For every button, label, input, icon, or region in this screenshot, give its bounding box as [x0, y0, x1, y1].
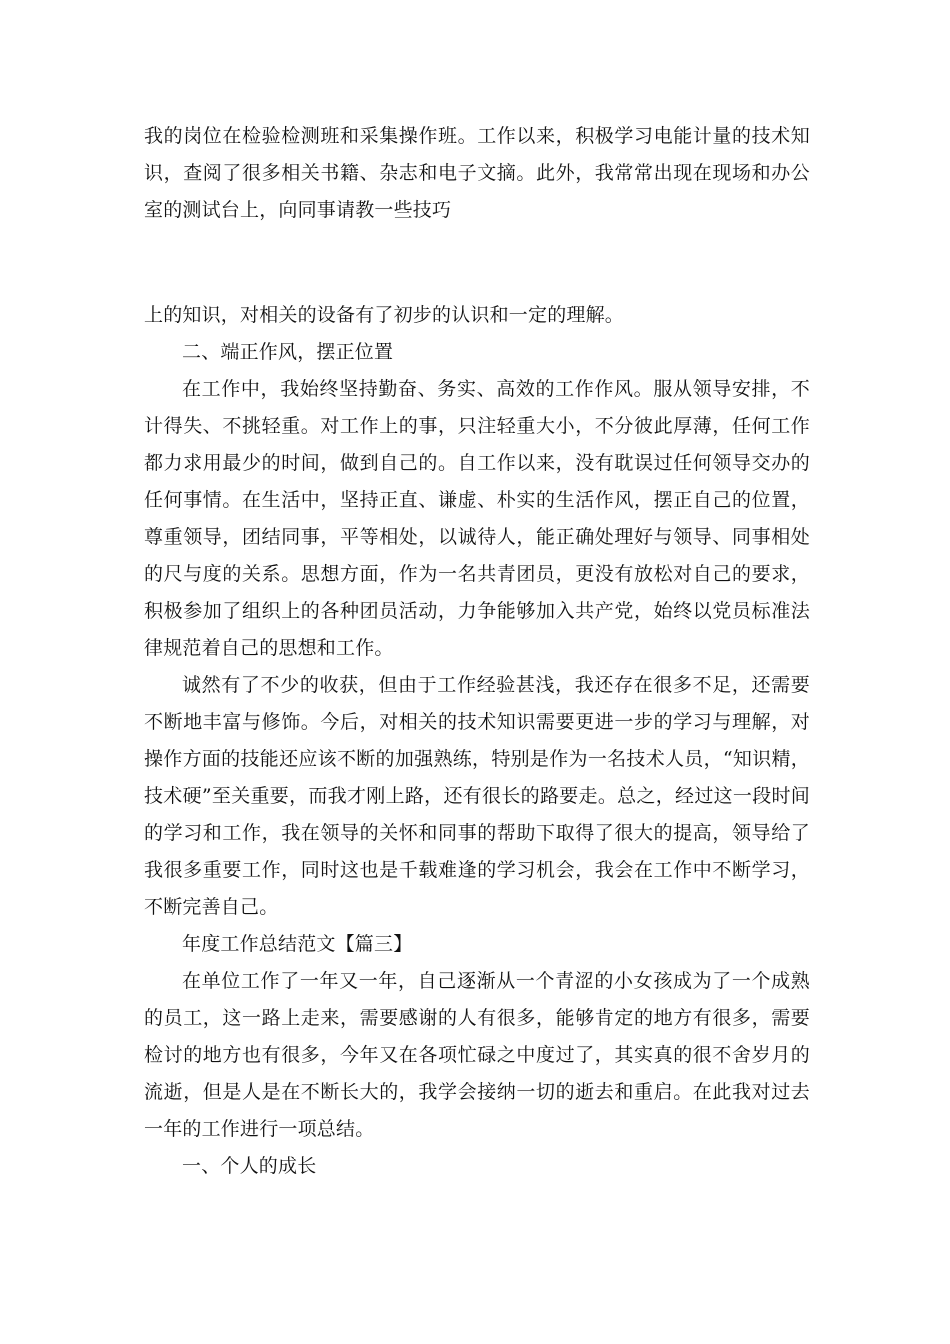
top-text-block	[144, 118, 810, 229]
paragraph-shortcomings: 诚然有了不少的收获，但由于工作经验甚浅，我还存在很多不足，还需要不断地丰富与修饰。今后，对相关的技术知识需要更进一步的学习与理解，对操作方面的技能还应该不断的加强熟练，特别是作为一名技术人员，“知识精，技术硬”至关重要，而我才刚上路，还有很长的路要走。总之，经过这一段时间的学习和工作，我在领导的关怀和同事的帮助下取得了很大的提高，领导给了我很多重要工作，同时这也是千载难逢的学习机会，我会在工作中不断学习，不断完善自己。	[144, 674, 810, 918]
paragraph-continuation: 上的知识，对相关的设备有了初步的认识和一定的理解。	[144, 304, 625, 326]
section-title: 年度工作总结范文【篇三】	[182, 933, 413, 955]
paragraph-top: 我的岗位在检验检测班和采集操作班。工作以来，积极学习电能计量的技术知识，查阅了很多相关书籍、杂志和电子文摘。此外，我常常出现在现场和办公室的测试台上，向同事请教一些技巧	[144, 125, 810, 221]
heading-personal-growth: 一、个人的成长	[182, 1155, 317, 1177]
heading-work-style: 二、端正作风，摆正位置	[182, 341, 394, 363]
paragraph-intro-3: 在单位工作了一年又一年，自己逐渐从一个青涩的小女孩成为了一个成熟的员工，这一路上走来，需要感谢的人有很多，能够肯定的地方有很多，需要检讨的地方也有很多，今年又在各项忙碌之中度过了，其实真的很不舍岁月的流逝，但是人是在不断长大的，我学会接纳一切的逝去和重启。在此我对过去一年的工作进行一项总结。	[144, 970, 810, 1140]
paragraph-work-style: 在工作中，我始终坚持勤奋、务实、高效的工作作风。服从领导安排，不计得失、不挑轻重。对工作上的事，只注轻重大小，不分彼此厚薄，任何工作都力求用最少的时间，做到自己的。自工作以来，没有耽误过任何领导交办的任何事情。在生活中，坚持正直、谦虚、朴实的生活作风，摆正自己的位置，尊重领导，团结同事，平等相处，以诚待人，能正确处理好与领导、同事相处的尺与度的关系。思想方面，作为一名共青团员，更没有放松对自己的要求，积极参加了组织上的各种团员活动，力争能够加入共产党，始终以党员标准法律规范着自己的思想和工作。	[144, 378, 810, 659]
main-text-block	[144, 297, 810, 1185]
